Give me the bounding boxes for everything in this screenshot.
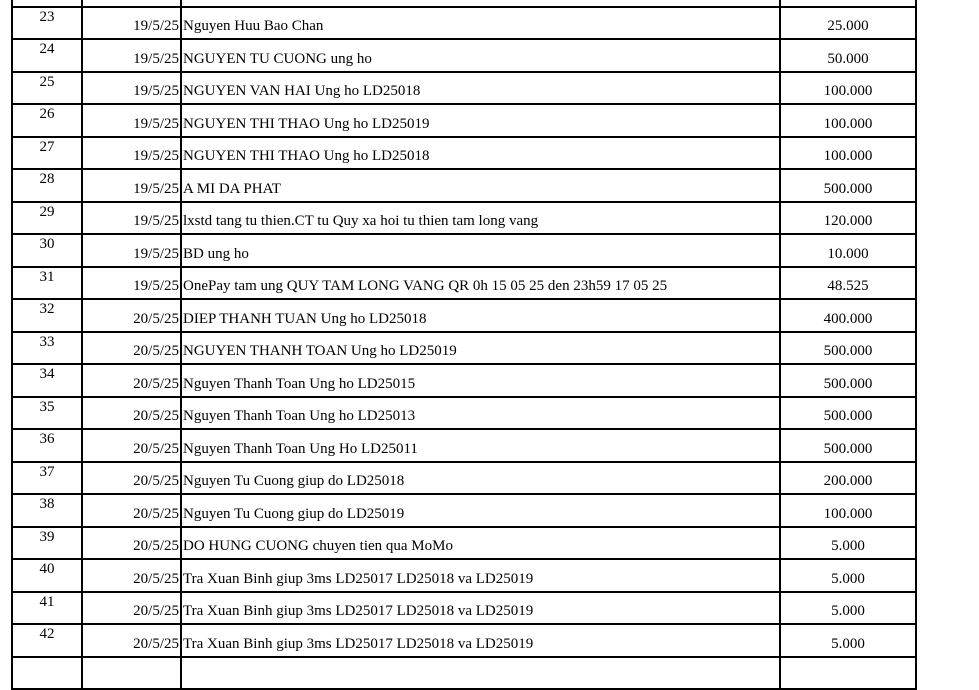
row-number: 32 <box>12 299 82 332</box>
table-row <box>12 72 916 105</box>
row-date: 19/5/25 <box>82 137 181 170</box>
row-number <box>12 657 82 690</box>
ledger-sheet <box>11 0 917 690</box>
row-description: DO HUNG CUONG chuyen tien qua MoMo <box>181 527 780 560</box>
row-description: Nguyen Tu Cuong giup do LD25018 <box>181 462 780 495</box>
row-amount: 25.000 <box>780 7 916 40</box>
table-row <box>12 592 916 625</box>
table-row <box>12 202 916 235</box>
row-date: 19/5/25 <box>82 72 181 105</box>
row-amount: 100.000 <box>780 72 916 105</box>
row-number: 31 <box>12 267 82 300</box>
row-date: 19/5/25 <box>82 104 181 137</box>
table-row <box>12 104 916 137</box>
row-description: BD ung ho <box>181 234 780 267</box>
table-row <box>12 527 916 560</box>
row-amount: 200.000 <box>780 462 916 495</box>
table-row <box>12 7 916 40</box>
row-description: NGUYEN THI THAO Ung ho LD25018 <box>181 137 780 170</box>
table-row <box>12 494 916 527</box>
table-row <box>12 657 916 690</box>
row-description: A MI DA PHAT <box>181 169 780 202</box>
row-date: 20/5/25 <box>82 364 181 397</box>
row-number: 28 <box>12 169 82 202</box>
row-amount: 5.000 <box>780 592 916 625</box>
table-row <box>12 624 916 657</box>
row-description: Nguyen Thanh Toan Ung ho LD25015 <box>181 364 780 397</box>
table-row <box>12 559 916 592</box>
table-row <box>12 299 916 332</box>
row-date: 20/5/25 <box>82 397 181 430</box>
row-date: 20/5/25 <box>82 332 181 365</box>
table-row <box>12 234 916 267</box>
row-amount: 500.000 <box>780 169 916 202</box>
row-number: 37 <box>12 462 82 495</box>
row-amount: 10.000 <box>780 234 916 267</box>
row-date: 19/5/25 <box>82 169 181 202</box>
row-description: NGUYEN THANH TOAN Ung ho LD25019 <box>181 332 780 365</box>
row-date: 20/5/25 <box>82 299 181 332</box>
row-description: NGUYEN THI THAO Ung ho LD25019 <box>181 104 780 137</box>
row-description: Nguyen Huu Bao Chan <box>181 7 780 40</box>
table-row <box>12 429 916 462</box>
row-amount: 120.000 <box>780 202 916 235</box>
row-date: 20/5/25 <box>82 559 181 592</box>
row-date: 20/5/25 <box>82 592 181 625</box>
table-row <box>12 332 916 365</box>
row-number: 40 <box>12 559 82 592</box>
row-amount: 100.000 <box>780 494 916 527</box>
row-amount: 50.000 <box>780 39 916 72</box>
row-number: 35 <box>12 397 82 430</box>
ledger-body <box>12 0 916 689</box>
row-amount: 5.000 <box>780 624 916 657</box>
row-description: Tra Xuan Binh giup 3ms LD25017 LD25018 va LD25019 <box>181 592 780 625</box>
row-amount: 100.000 <box>780 104 916 137</box>
row-number: 29 <box>12 202 82 235</box>
table-row <box>12 267 916 300</box>
row-number: 25 <box>12 72 82 105</box>
row-amount: 48.525 <box>780 267 916 300</box>
table-row <box>12 364 916 397</box>
row-description: DIEP THANH TUAN Ung ho LD25018 <box>181 299 780 332</box>
row-description: NGUYEN VAN HAI Ung ho LD25018 <box>181 72 780 105</box>
row-number: 36 <box>12 429 82 462</box>
row-date: 19/5/25 <box>82 202 181 235</box>
row-date <box>82 657 181 690</box>
row-number: 34 <box>12 364 82 397</box>
row-description: Nguyen Thanh Toan Ung Ho LD25011 <box>181 429 780 462</box>
row-amount <box>780 657 916 690</box>
row-description: Nguyen Thanh Toan Ung ho LD25013 <box>181 397 780 430</box>
row-number: 39 <box>12 527 82 560</box>
row-number: 24 <box>12 39 82 72</box>
row-number: 42 <box>12 624 82 657</box>
row-amount: 5.000 <box>780 559 916 592</box>
row-date: 20/5/25 <box>82 429 181 462</box>
table-row <box>12 397 916 430</box>
table-row <box>12 137 916 170</box>
row-amount: 400.000 <box>780 299 916 332</box>
row-amount: 5.000 <box>780 527 916 560</box>
row-amount: 500.000 <box>780 429 916 462</box>
row-amount: 500.000 <box>780 332 916 365</box>
row-description: NGUYEN TU CUONG ung ho <box>181 39 780 72</box>
row-date: 19/5/25 <box>82 267 181 300</box>
row-description <box>181 657 780 690</box>
row-number: 41 <box>12 592 82 625</box>
row-number: 27 <box>12 137 82 170</box>
row-number: 26 <box>12 104 82 137</box>
row-amount: 500.000 <box>780 397 916 430</box>
row-date: 20/5/25 <box>82 494 181 527</box>
table-row <box>12 169 916 202</box>
row-amount: 500.000 <box>780 364 916 397</box>
row-date: 19/5/25 <box>82 39 181 72</box>
row-description: OnePay tam ung QUY TAM LONG VANG QR 0h 15 05 25 den 23h59 17 05 25 <box>181 267 780 300</box>
row-description: Tra Xuan Binh giup 3ms LD25017 LD25018 va LD25019 <box>181 624 780 657</box>
row-description: Tra Xuan Binh giup 3ms LD25017 LD25018 va LD25019 <box>181 559 780 592</box>
table-row <box>12 39 916 72</box>
row-date: 19/5/25 <box>82 7 181 40</box>
row-number: 33 <box>12 332 82 365</box>
row-date: 20/5/25 <box>82 527 181 560</box>
donation-ledger-table <box>11 0 917 690</box>
row-date: 20/5/25 <box>82 624 181 657</box>
row-number: 23 <box>12 7 82 40</box>
table-row <box>12 462 916 495</box>
row-date: 19/5/25 <box>82 234 181 267</box>
row-description: lxstd tang tu thien.CT tu Quy xa hoi tu thien tam long vang <box>181 202 780 235</box>
row-description: Nguyen Tu Cuong giup do LD25019 <box>181 494 780 527</box>
row-number: 30 <box>12 234 82 267</box>
row-date: 20/5/25 <box>82 462 181 495</box>
row-number: 38 <box>12 494 82 527</box>
row-amount: 100.000 <box>780 137 916 170</box>
